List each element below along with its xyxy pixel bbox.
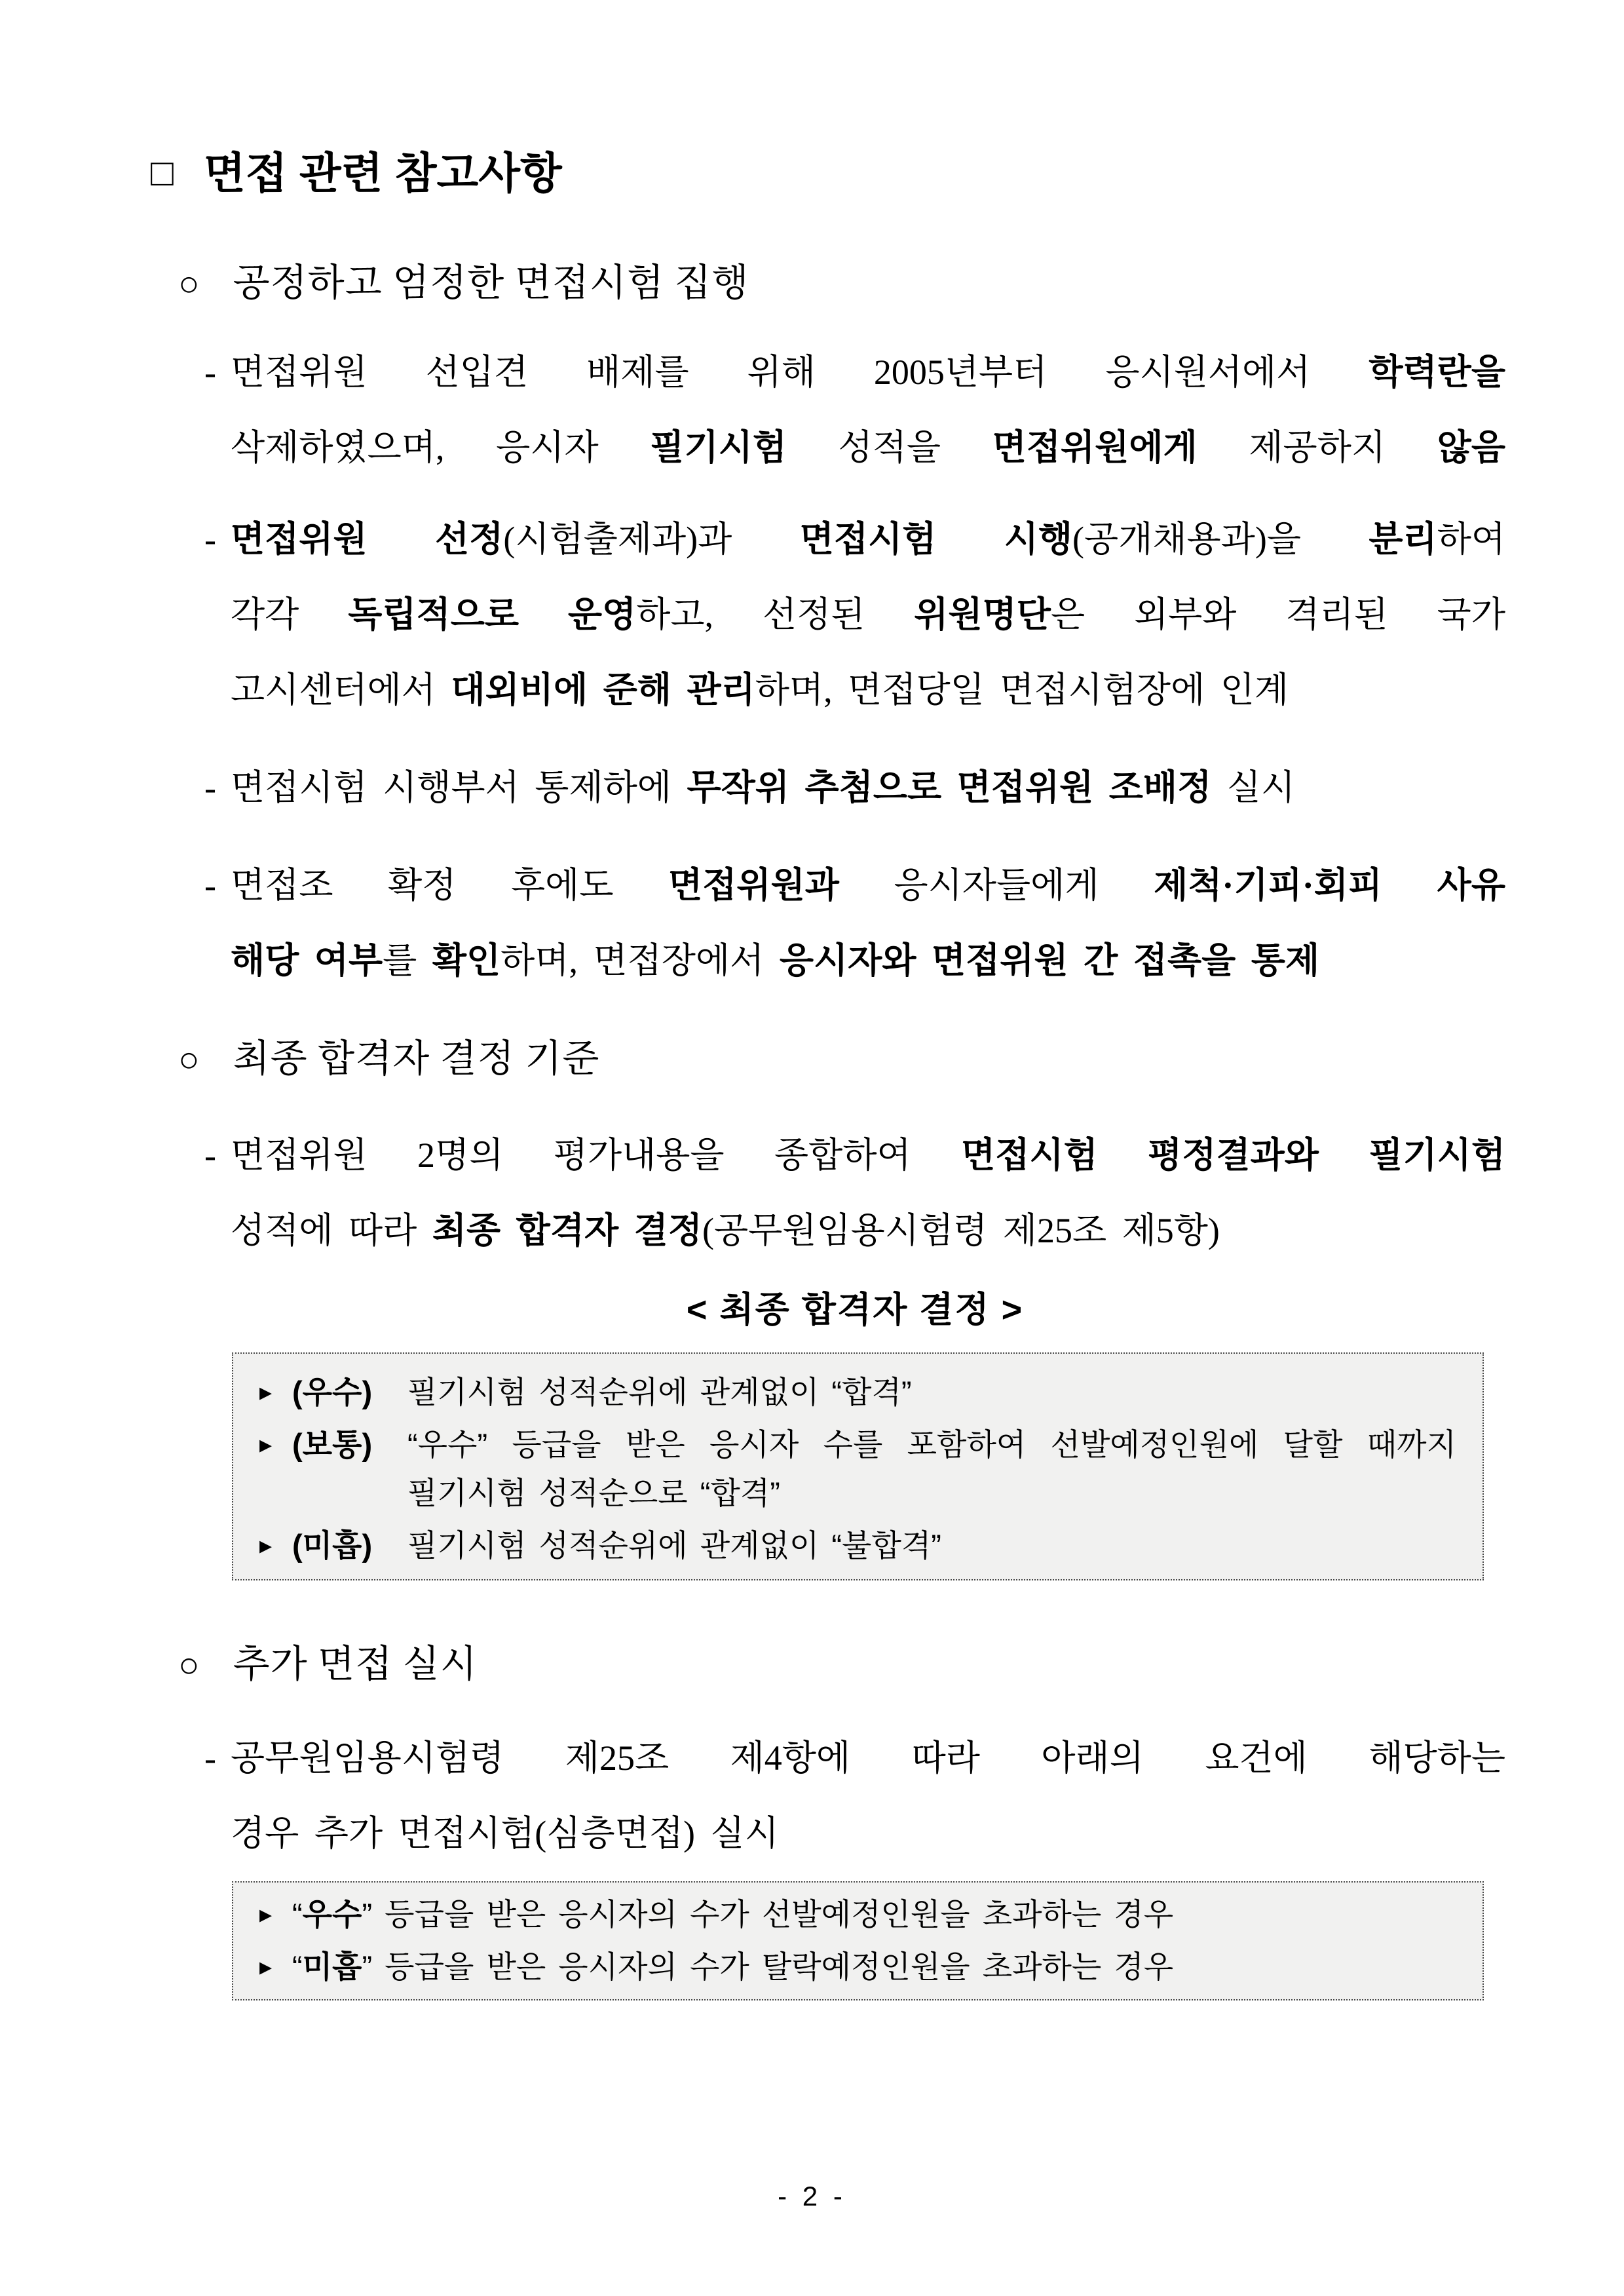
line-text: 경우 추가 면접시험(심층면접) 실시 (231, 1814, 779, 1853)
paragraph-item (204, 502, 1505, 728)
dash-bullet-icon: - (204, 520, 216, 559)
paragraph-line (204, 1193, 1505, 1269)
paragraph-line (204, 1796, 1505, 1871)
dash-bullet-icon: - (204, 1738, 216, 1778)
line-text: 면접위원 선정(시험출제과)과 면접시험 시행(공개채용과)을 분리하여 (231, 520, 1506, 559)
paragraph-item (204, 335, 1505, 486)
paragraph-item (204, 848, 1505, 999)
line-text: 면접위원 선입견 배제를 위해 2005년부터 응시원서에서 학력란을 (231, 353, 1505, 392)
page-title-text: 면접 관련 참고사항 (204, 149, 562, 197)
box-item-excellent-over (259, 1890, 1456, 1939)
triangle-bullet-icon: ▸ (259, 1901, 273, 1928)
square-bullet-icon: □ (151, 151, 174, 194)
section-heading-text: 공정하고 엄정한 면접시험 집행 (233, 261, 749, 304)
box-item-lines (407, 1421, 1456, 1518)
box-line: “미흡” 등급을 받은 응시자의 수가 탈락예정인원을 초과하는 경우 (292, 1949, 1174, 1984)
paragraph-line (204, 653, 1505, 728)
circle-bullet-icon: ○ (178, 1040, 200, 1079)
line-text: 해당 여부를 확인하며, 면접장에서 응시자와 면접위원 간 접촉을 통제 (231, 941, 1320, 980)
circle-bullet-icon: ○ (178, 1645, 200, 1685)
grade-label: (미흡) (292, 1528, 373, 1563)
paragraph-line (204, 502, 1505, 577)
box-item-lines (407, 1521, 1456, 1570)
line-text: 고시센터에서 대외비에 준해 관리하며, 면접당일 면접시험장에 인계 (231, 670, 1289, 710)
paragraph-item (204, 1721, 1505, 1871)
box-line: 필기시험 성적순으로 “합격” (407, 1476, 780, 1510)
box-heading-final-pass-decision: < 최종 합격자 결정 > (686, 1290, 1024, 1330)
triangle-bullet-icon: ▸ (259, 1532, 273, 1559)
page-title (151, 143, 1507, 203)
additional-interview-conditions-box (232, 1881, 1484, 2000)
circle-bullet-icon: ○ (178, 264, 200, 303)
grade-label: (보통) (292, 1427, 373, 1462)
line-text: 면접조 확정 후에도 면접위원과 응시자들에게 제척·기피·회피 사유 (231, 866, 1505, 905)
dash-bullet-icon: - (204, 866, 216, 905)
box-item-insufficient (259, 1521, 1456, 1570)
dash-bullet-icon: - (204, 768, 216, 807)
line-text: 삭제하였으며, 응시자 필기시험 성적을 면접위원에게 제공하지 않음 (231, 428, 1505, 467)
dash-bullet-icon: - (204, 353, 216, 392)
paragraph-line (204, 1118, 1505, 1193)
paragraph-line (204, 848, 1505, 923)
triangle-bullet-icon: ▸ (259, 1379, 273, 1406)
box-line: 필기시험 성적순위에 관계없이 “합격” (407, 1375, 912, 1409)
grade-label: (우수) (292, 1375, 373, 1409)
paragraph-item (204, 1118, 1505, 1269)
final-pass-decision-box (232, 1352, 1484, 1580)
box-item-lines (407, 1368, 1456, 1417)
box-item-excellent (259, 1368, 1456, 1417)
line-text: 공무원임용시험령 제25조 제4항에 따라 아래의 요건에 해당하는 (231, 1738, 1505, 1778)
page-number: - 2 - (778, 2181, 846, 2211)
line-text: 각각 독립적으로 운영하고, 선정된 위원명단은 외부와 격리된 국가 (231, 595, 1506, 634)
section-heading-final-pass-criteria (178, 1031, 1507, 1087)
paragraph-line (204, 577, 1505, 653)
box-item-average (259, 1421, 1456, 1518)
box-line: 필기시험 성적순위에 관계없이 “불합격” (407, 1528, 941, 1563)
box-item-lines (292, 1890, 1456, 1939)
box-item-insufficient-over (259, 1943, 1456, 1991)
paragraph-item (204, 750, 1505, 826)
paragraph-line (204, 335, 1505, 410)
paragraph-line (204, 1721, 1505, 1796)
line-text: 면접시험 시행부서 통제하에 무작위 추첨으로 면접위원 조배정 실시 (231, 768, 1296, 807)
section-heading-text: 추가 면접 실시 (233, 1643, 478, 1685)
line-text: 성적에 따라 최종 합격자 결정(공무원임용시험령 제25조 제5항) (231, 1211, 1220, 1250)
section-heading-additional-interview (178, 1637, 1507, 1693)
paragraph-line (204, 923, 1505, 999)
box-line: “우수” 등급을 받은 응시자의 수가 선발예정인원을 초과하는 경우 (292, 1897, 1174, 1932)
paragraph-line (204, 750, 1505, 826)
section-heading-text: 최종 합격자 결정 기준 (233, 1037, 600, 1080)
line-text: 면접위원 2명의 평가내용을 종합하여 면접시험 평정결과와 필기시험 (231, 1136, 1505, 1175)
triangle-bullet-icon: ▸ (259, 1953, 273, 1981)
dash-bullet-icon: - (204, 1136, 216, 1175)
box-item-lines (292, 1943, 1456, 1991)
section-heading-fair-interview (178, 256, 1507, 311)
box-line: “우수” 등급을 받은 응시자 수를 포함하여 선발예정인원에 달할 때까지 (407, 1427, 1456, 1462)
triangle-bullet-icon: ▸ (259, 1431, 273, 1459)
paragraph-line (204, 410, 1505, 486)
